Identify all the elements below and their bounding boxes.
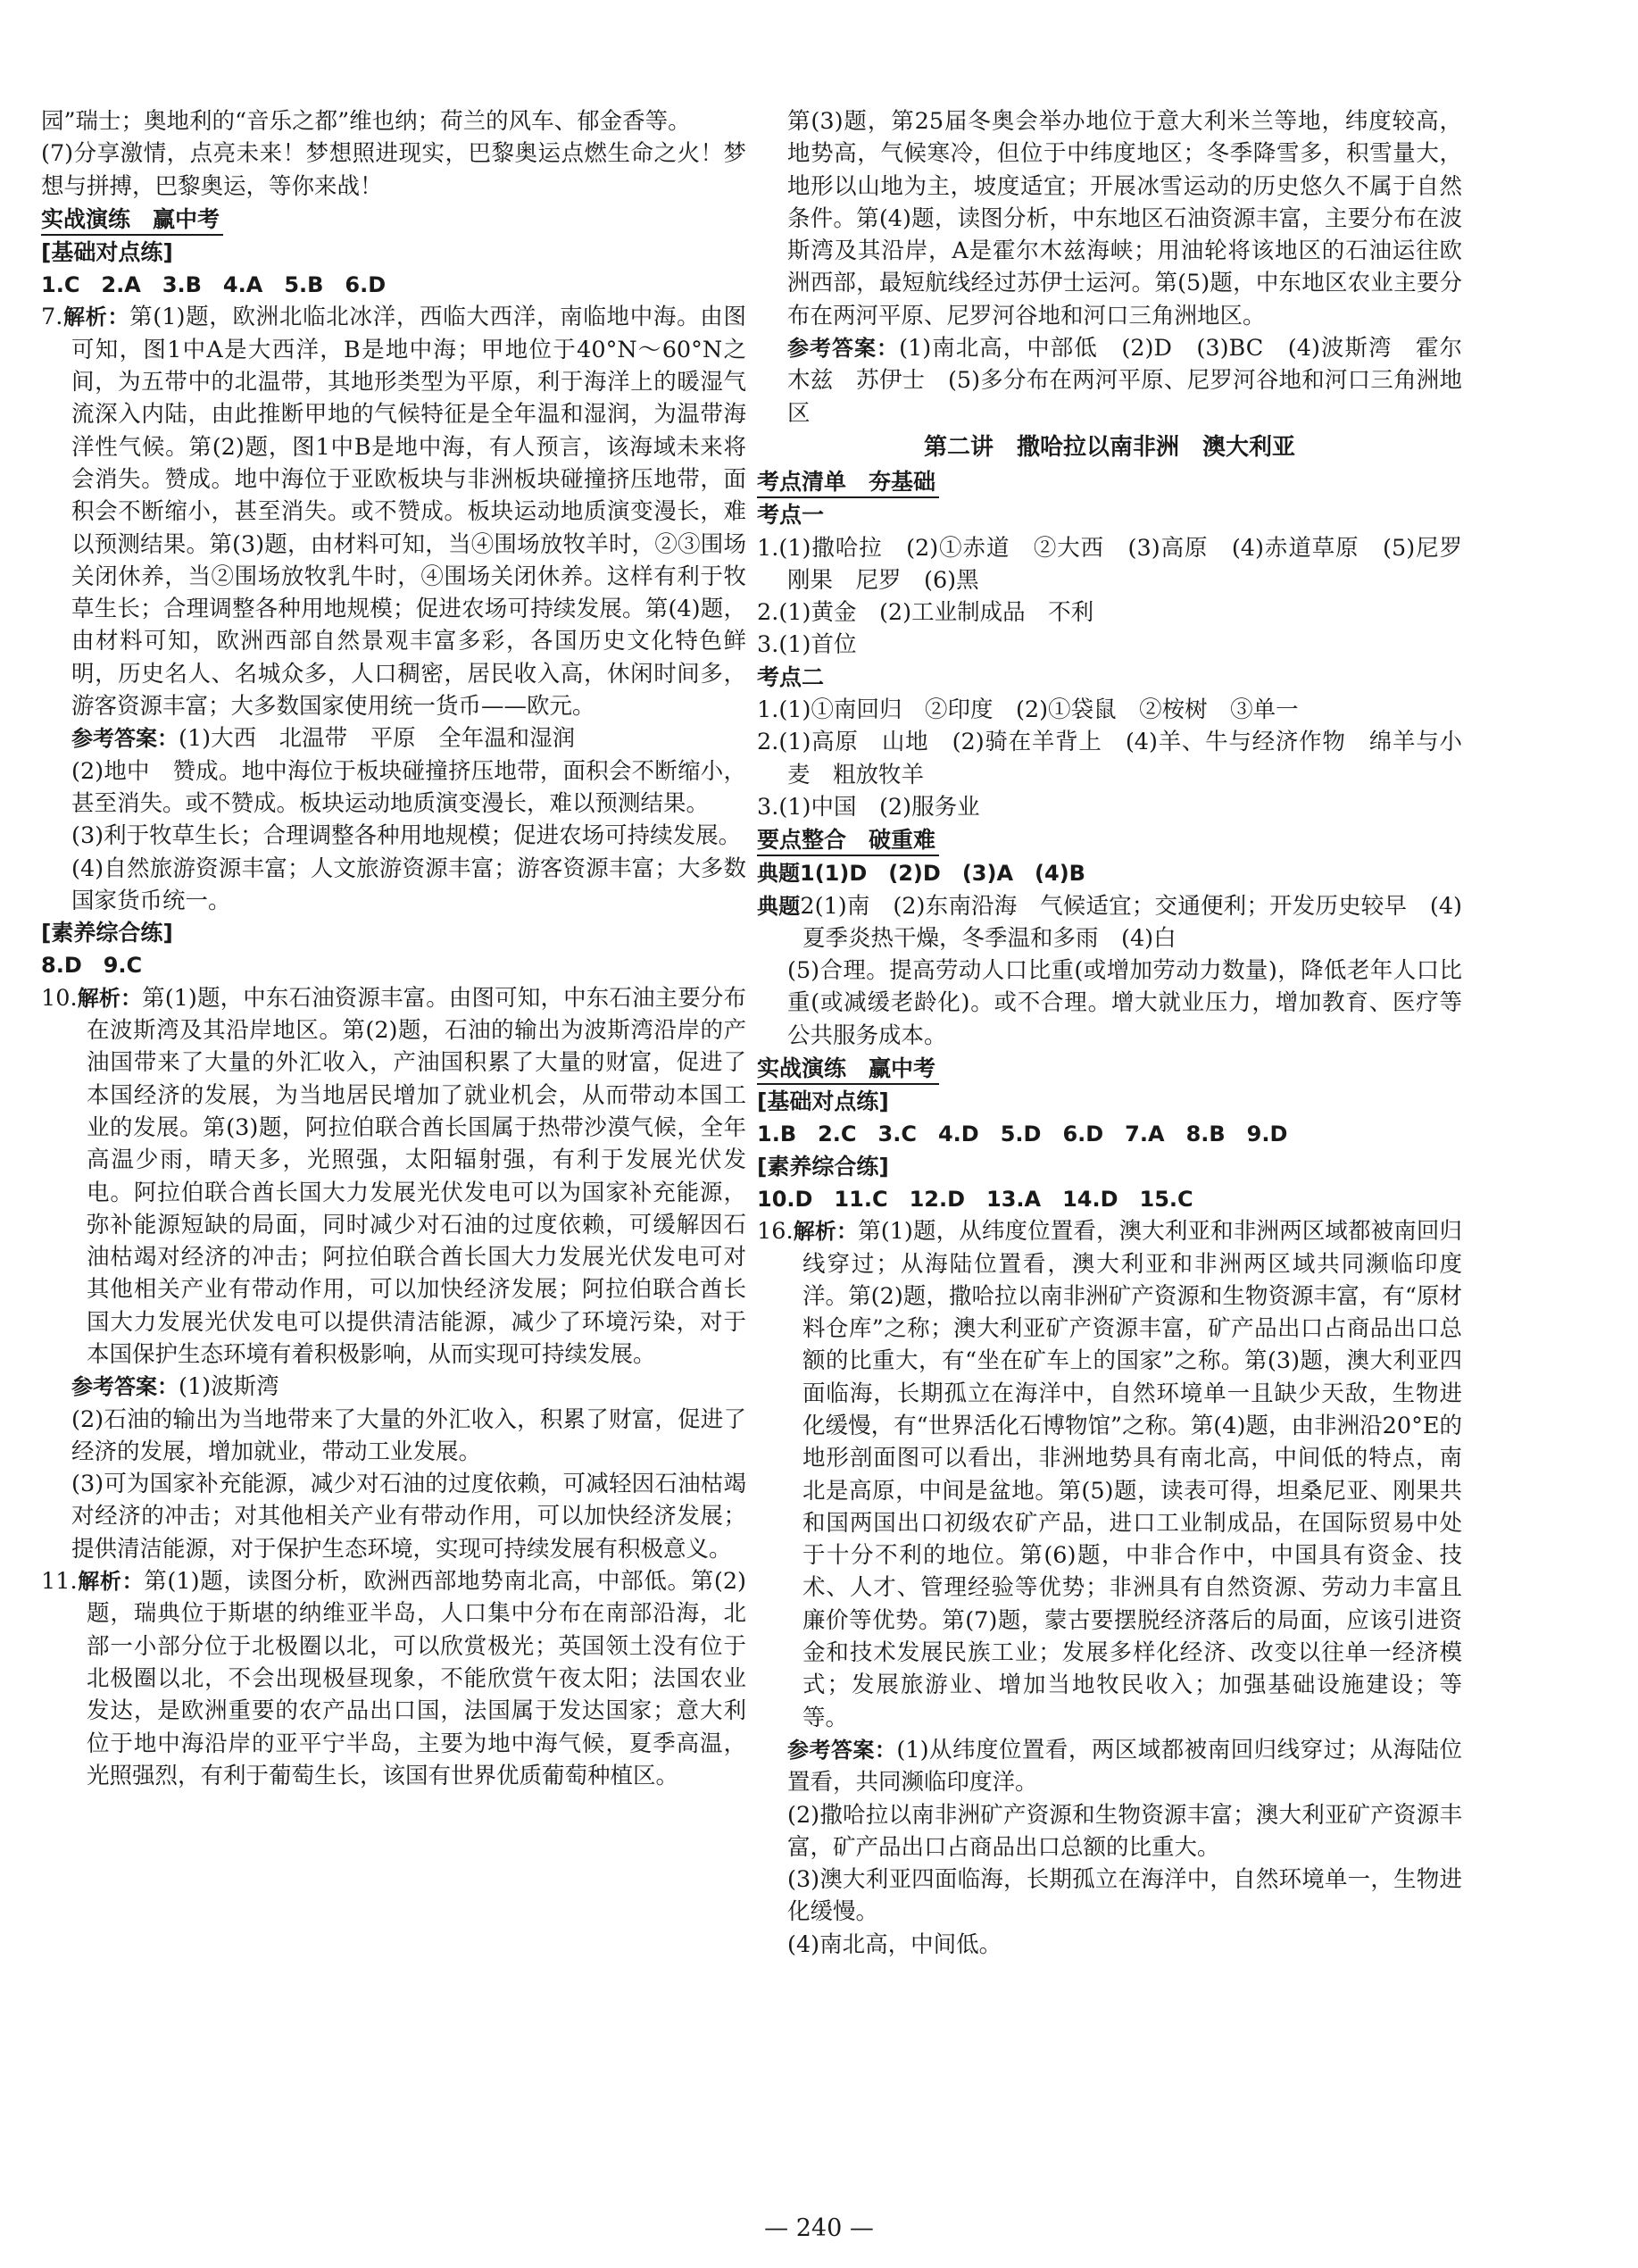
typical-label: 典题 — [757, 893, 801, 919]
typical-answer: 1(1)D (2)D (3)A (4)B — [800, 861, 1085, 887]
typical-label: 典题 — [757, 861, 800, 887]
reference-text: (3)利于牧草生长；合理调整各种用地规模；促进农场可持续发展。 — [71, 822, 742, 850]
typical-answer: 2(1)南 (2)东南沿海 气候适宜；交通便利；开发历史较早 (4)夏季炎热干燥，冬季温和多雨 (4)白 — [800, 892, 1462, 952]
analysis-label: 解析： — [77, 1569, 145, 1595]
reference-text: (1)大西 北温带 平原 全年温和湿润 — [179, 725, 576, 753]
list-item: 1.(1)撒哈拉 (2)①赤道 ②大西 (3)高原 (4)赤道草原 (5)尼罗 刚果 尼罗 (6)黑 — [757, 534, 1485, 594]
list-item: 3.(1)首位 — [757, 631, 857, 659]
question-11-analysis — [41, 1565, 746, 1792]
analysis-text: 第(1)题，欧洲北临北冰洋，西临大西洋，南临地中海。由图可知，图1中A是大西洋，B是地中海；甲地位于40°N～60°N之间，为五带中的北温带，其地形类型为平原，利于海洋上的暖湿气流深入内陆，由此推断甲地的气候特征是全年温和湿润，为温带海洋性气候。第(2)题，图1中B是地中海，有人预言，该海域未来将会消失。赞成。地中海位于亚欧板块与非洲板块碰撞挤压地带，面积会不断缩小，甚至消失。或不赞成。板块运动地质演变漫长，难以预测结果。第(3)题，由材料可知，当④围场放牧羊时，②③围场关闭休养，当②围场放牧乳牛时，④围场关闭休养。这样有利于牧草生长；合理调整各种用地规模；促进农场可持续发展。第(4)题，由材料可知，欧洲西部自然景观丰富多彩，各国历史文化特色鲜明，历史名人、名城众多，人口稠密，居民收入高，休闲时间多，游客资源丰富；大多数国家使用统一货币——欧元。 — [71, 304, 747, 721]
list-item: 1.(1)①南回归 ②印度 (2)①袋鼠 ②桉树 ③单一 — [757, 696, 1299, 724]
typical-answer: (5)合理。提高劳动人口比重(或增加劳动力数量)，降低老年人口比重(或减缓老龄化)。或不合理。增大就业压力，增加教育、医疗等公共服务成本。 — [787, 957, 1462, 1049]
reference-text: (3)可为国家补充能源，减少对石油的过度依赖，可减轻因石油枯竭对经济的冲击；对其他相关产业有带动作用，可以加快经济发展；提供清洁能源，对于保护生态环境，实现可持续发展有积极意义。 — [71, 1471, 746, 1563]
question-16-reference — [757, 1734, 1462, 1799]
reference-text: (1)波斯湾 — [179, 1373, 279, 1401]
section-heading: 实战演练 赢中考 — [41, 204, 223, 236]
analysis-text: 第(1)题，中东石油资源丰富。由图可知，中东石油主要分布在波斯湾及其沿岸地区。第(2)题，石油的输出为波斯湾沿岸的产油国带来了大量的外汇收入，产油国积累了大量的财富，促进了本国经济的发展，为当地居民增加了就业机会，从而带动本国工业的发展。第(3)题，阿拉伯联合酋长国属于热带沙漠气候，全年高温少雨，晴天多，光照强，太阳辐射强，有利于发展光伏发电。阿拉伯联合酋长国大力发展光伏发电可以为国家补充能源，弥补能源短缺的局面，同时减少对石油的过度依赖，可缓解因石油枯竭对经济的冲击；阿拉伯联合酋长国大力发展光伏发电可对其他相关产业有带动作用，可以加快经济发展；阿拉伯联合酋长国大力发展光伏发电可以提供清洁能源，减少了环境污染，对于本国保护生态环境有着积极影响，从而实现可持续发展。 — [87, 984, 747, 1368]
typical-question-1 — [757, 857, 1462, 889]
reference-text: (2)地中 赞成。地中海位于板块碰撞挤压地带，面积会不断缩小，甚至消失。或不赞成。板块运动地质演变漫长，难以预测结果。 — [71, 757, 746, 817]
reference-label: 参考答案： — [71, 726, 179, 752]
answer-line: 8.D 9.C — [41, 953, 143, 979]
page-number: — 240 — — [764, 2214, 874, 2242]
analysis-text: 第(1)题，从纬度位置看，澳大利亚和非洲两区域都被南回归线穿过；从海陆位置看，澳大利亚和非洲两区域共同濒临印度洋。第(2)题，撒哈拉以南非洲矿产资源和生物资源丰富，有“原材料仓库”之称；澳大利亚矿产资源丰富，矿产品出口占商品出口总额的比重大，有“坐在矿车上的国家”之称。第(3)题，澳大利亚四面临海，长期孤立在海洋中，自然环境单一且缺少天敌，生物进化缓慢，有“世界活化石博物馆”之称。第(4)题，由非洲沿20°E的地形剖面图可以看出，非洲地势具有南北高，中间低的特点，南北是高原，中间是盆地。第(5)题，读表可得，坦桑尼亚、刚果共和国两国出口初级农矿产品，进口工业制成品，在国际贸易中处于十分不利的地位。第(6)题，中非合作中，中国具有资金、技术、人才、管理经验等优势；非洲具有自然资源、劳动力丰富且廉价等优势。第(7)题，蒙古要摆脱经济落后的局面，应该引进资金和技术发展民族工业；发展多样化经济、改变以往单一经济模式；发展旅游业、增加当地牧民收入；加强基础设施建设；等等。 — [802, 1218, 1463, 1731]
lecture-title: 第二讲 撒哈拉以南非洲 澳大利亚 — [923, 433, 1295, 461]
reference-answer — [757, 332, 1462, 429]
right-column — [757, 105, 1485, 1961]
subsection-heading: [素养综合练] — [757, 1153, 889, 1180]
list-item: 2.(1)高原 山地 (2)骑在羊背上 (4)羊、牛与经济作物 绵羊与小麦 粗放牧羊 — [757, 729, 1462, 788]
subsection-heading: [素养综合练] — [41, 920, 173, 946]
list-item: 2.(1)黄金 (2)工业制成品 不利 — [757, 599, 1094, 627]
analysis-label: 解析： — [793, 1219, 859, 1245]
text-line: (7)分享激情，点亮未来！梦想照进现实，巴黎奥运点燃生命之火！梦想与拼搏，巴黎奥运，等你来战！ — [41, 140, 746, 200]
reference-text: (1)从纬度位置看，两区域都被南回归线穿过；从海陆位置看，共同濒临印度洋。 — [787, 1736, 1462, 1797]
analysis-label: 解析： — [77, 985, 143, 1011]
question-10-analysis — [41, 982, 746, 1372]
answer-line: 1.C 2.A 3.B 4.A 5.B 6.D — [41, 272, 387, 298]
reference-label: 参考答案： — [787, 1737, 897, 1763]
left-column — [41, 105, 746, 1792]
question-number: 11. — [41, 1568, 78, 1596]
reference-text: (4)南北高，中间低。 — [787, 1930, 1002, 1958]
text-line: 园”瑞士；奥地利的“音乐之都”维也纳；荷兰的风车、郁金香等。 — [41, 108, 691, 135]
reference-text: (2)撒哈拉以南非洲矿产资源和生物资源丰富；澳大利亚矿产资源丰富，矿产品出口占商品出口总额的比重大。 — [787, 1801, 1462, 1861]
answer-line: 10.D 11.C 12.D 13.A 14.D 15.C — [757, 1186, 1193, 1212]
subsection-heading: [基础对点练] — [41, 238, 173, 265]
reference-text: (2)石油的输出为当地带来了大量的外汇收入，积累了财富，促进了经济的发展，增加就业，带动工业发展。 — [71, 1405, 746, 1465]
section-heading: 实战演练 赢中考 — [757, 1054, 939, 1085]
question-7-reference — [41, 722, 746, 755]
question-number: 7. — [41, 304, 63, 331]
kaodian-heading: 考点二 — [757, 663, 825, 690]
kaodian-heading: 考点一 — [757, 502, 825, 529]
analysis-text: 第(1)题，读图分析，欧洲西部地势南北高，中部低。第(2)题，瑞典位于斯堪的纳维亚半岛，人口集中分布在南部沿海，北部一小部分位于北极圈以北，可以欣赏极光；英国领土没有位于北极圈以北，不会出现极昼现象，不能欣赏午夜太阳；法国农业发达，是欧洲重要的农产品出口国，法国属于发达国家；意大利位于地中海沿岸的亚平宁半岛，主要为地中海气候，夏季高温，光照强烈，有利于葡萄生长，该国有世界优质葡萄种植区。 — [87, 1568, 746, 1789]
question-number: 10. — [41, 984, 78, 1012]
reference-text: (3)澳大利亚四面临海，长期孤立在海洋中，自然环境单一，生物进化缓慢。 — [787, 1866, 1462, 1926]
section-heading: 考点清单 夯基础 — [757, 467, 939, 498]
question-number: 16. — [757, 1218, 794, 1246]
answer-line: 1.B 2.C 3.C 4.D 5.D 6.D 7.A 8.B 9.D — [757, 1121, 1288, 1147]
list-item: 3.(1)中国 (2)服务业 — [757, 793, 980, 821]
analysis-label: 解析： — [62, 304, 130, 330]
reference-label: 参考答案： — [787, 336, 900, 362]
subsection-heading: [基础对点练] — [757, 1088, 889, 1115]
question-7-analysis — [41, 301, 746, 722]
analysis-text: 第(3)题，第25届冬奥会举办地位于意大利米兰等地，纬度较高，地势高，气候寒冷，但位于中纬度地区；冬季降雪多，积雪量大，地形以山地为主，坡度适宜；开展冰雪运动的历史悠久不属于自然条件。第(4)题，读图分析，中东地区石油资源丰富，主要分布在波斯湾及其沿岸，A是霍尔木兹海峡；用油轮将该地区的石油运往欧洲西部，最短航线经过苏伊士运河。第(5)题，中东地区农业主要分布在两河平原、尼罗河谷地和河口三角洲地区。 — [787, 108, 1462, 329]
reference-label: 参考答案： — [71, 1374, 179, 1400]
question-10-reference — [41, 1371, 746, 1403]
reference-text: (1)南北高，中部低 (2)D (3)BC (4)波斯湾 霍尔木兹 苏伊士 (5)多分布在两河平原、尼罗河谷地和河口三角洲地区 — [787, 335, 1463, 427]
typical-question-2 — [757, 890, 1462, 955]
question-16-analysis — [757, 1215, 1462, 1734]
section-heading: 要点整合 破重难 — [757, 825, 939, 856]
reference-text: (4)自然旅游资源丰富；人文旅游资源丰富；游客资源丰富；大多数国家货币统一。 — [71, 855, 746, 914]
